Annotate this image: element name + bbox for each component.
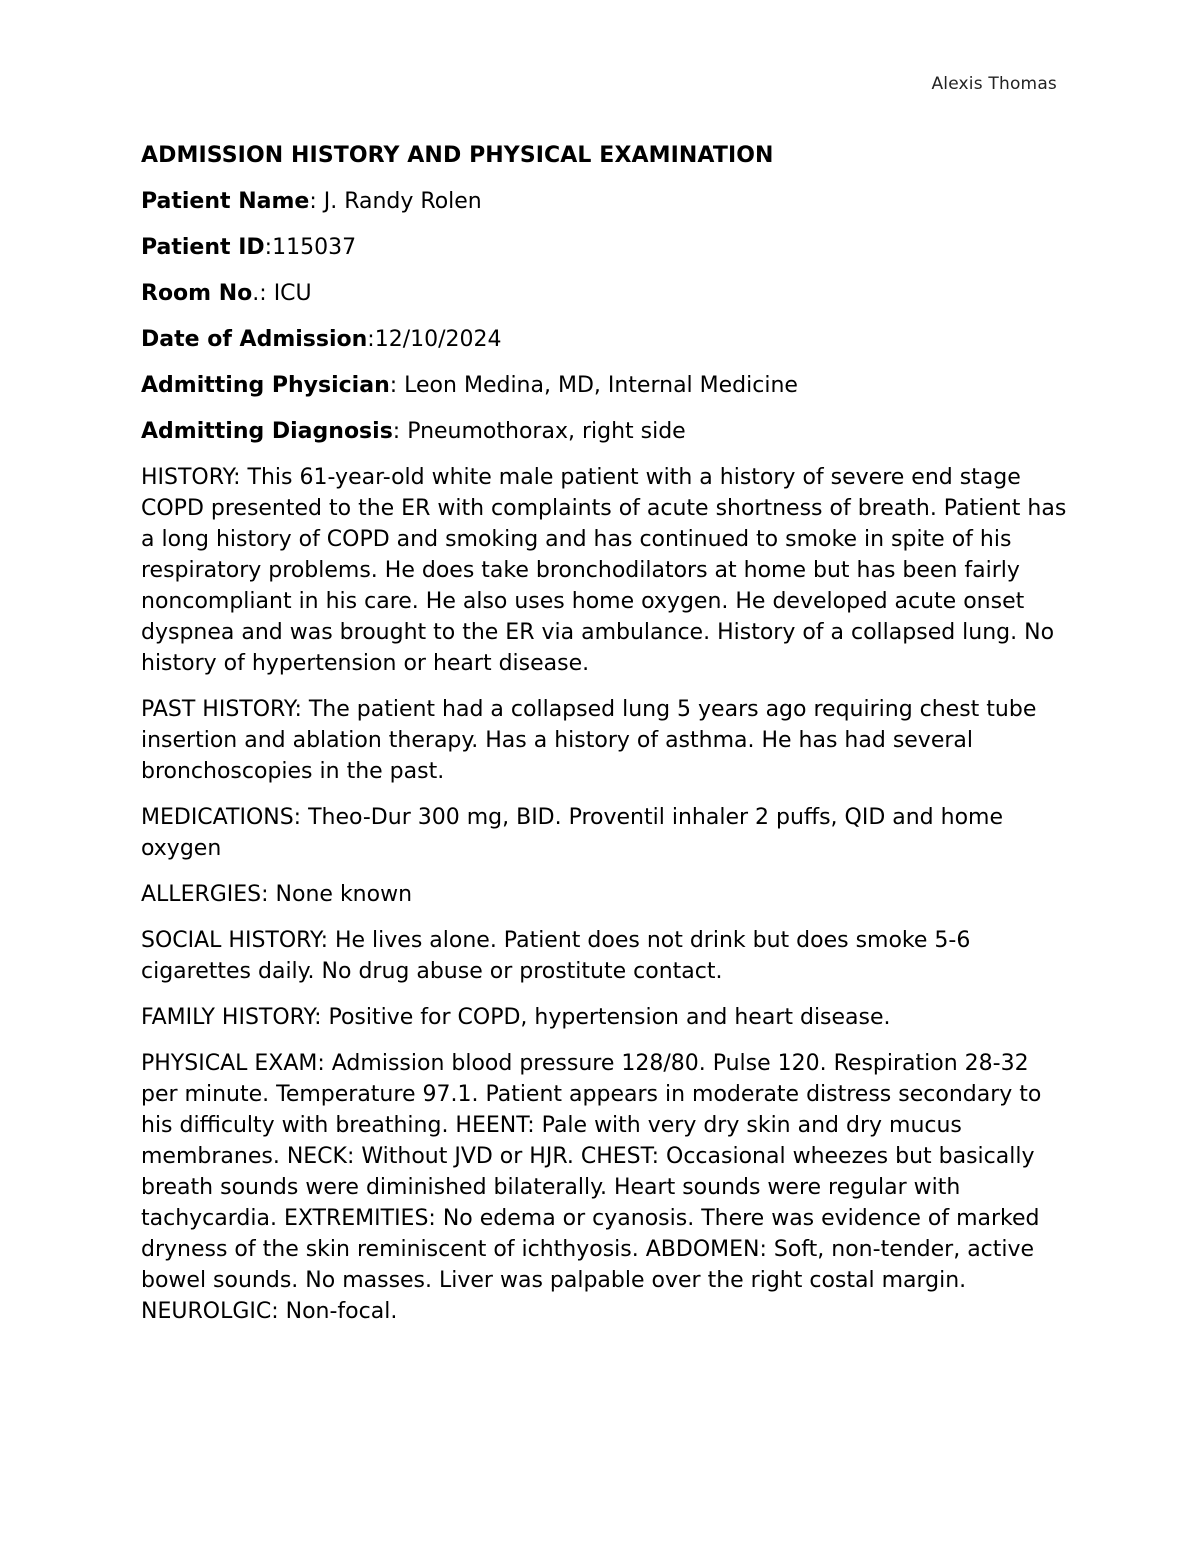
field-value: J. Randy Rolen (323, 189, 482, 214)
field-separator: : (264, 235, 273, 260)
field-separator: : (389, 373, 405, 398)
section-medications: MEDICATIONS: Theo-Dur 300 mg, BID. Proventil inhaler 2 puffs, QID and home oxygen (141, 805, 1004, 861)
field-label: Admitting Physician (141, 373, 390, 398)
header-author: Alexis Thomas (931, 74, 1057, 94)
field-label: Patient ID (141, 235, 265, 260)
field-admitting-physician (141, 370, 1071, 401)
field-value: 115037 (272, 235, 357, 260)
section-family-history: FAMILY HISTORY: Positive for COPD, hypertension and heart disease. (141, 1005, 891, 1030)
field-separator: : (309, 189, 324, 214)
field-separator: : (367, 327, 375, 352)
field-label: Date of Admission (141, 327, 368, 352)
document-title: ADMISSION HISTORY AND PHYSICAL EXAMINATION (141, 143, 774, 168)
section-social-history: SOCIAL HISTORY: He lives alone. Patient does not drink but does smoke 5-6 cigarettes daily. No drug abuse or prostitute contact. (141, 928, 971, 984)
field-date-of-admission (141, 324, 1071, 355)
section-allergies: ALLERGIES: None known (141, 882, 413, 907)
section-history: HISTORY: This 61-year-old white male patient with a history of severe end stage COPD presented to the ER with complaints of acute shortness of breath. Patient has a long history of COPD and smoking and has continued to smoke in spite of his respiratory problems. He does take bronchodilators at home but has been fairly noncompliant in his care. He also uses home oxygen. He developed acute onset dyspnea and was brought to the ER via ambulance. History of a collapsed lung. No history of hypertension or heart disease. (141, 465, 1067, 676)
field-value: Leon Medina, MD, Internal Medicine (404, 373, 798, 398)
document-body (141, 140, 1071, 1342)
field-patient-name (141, 186, 1071, 217)
field-patient-id (141, 232, 1071, 263)
field-label: Room No (141, 281, 253, 306)
field-separator: : (392, 419, 408, 444)
section-physical-exam: PHYSICAL EXAM: Admission blood pressure 128/80. Pulse 120. Respiration 28-32 per minute. Temperature 97.1. Patient appears in moderate distress secondary to his difficulty with breathing. HEENT: Pale with very dry skin and dry mucus membranes. NECK: Without JVD or HJR. CHEST: Occasional wheezes but basically breath sounds were diminished bilaterally. Heart sounds were regular with tachycardia. EXTREMITIES: No edema or cyanosis. There was evidence of marked dryness of the skin reminiscent of ichthyosis. ABDOMEN: Soft, non-tender, active bowel sounds. No masses. Liver was palpable over the right costal margin. NEUROLGIC: Non-focal. (141, 1051, 1042, 1324)
field-admitting-diagnosis (141, 416, 1071, 447)
field-room-no (141, 278, 1071, 309)
field-label: Patient Name (141, 189, 310, 214)
section-past-history: PAST HISTORY: The patient had a collapsed lung 5 years ago requiring chest tube insertion and ablation therapy. Has a history of asthma. He has had several bronchoscopies in the past. (141, 697, 1037, 784)
field-label: Admitting Diagnosis (141, 419, 393, 444)
field-value: 12/10/2024 (374, 327, 502, 352)
field-value: Pneumothorax, right side (407, 419, 686, 444)
field-value: ICU (273, 281, 312, 306)
field-separator: .: (252, 281, 274, 306)
